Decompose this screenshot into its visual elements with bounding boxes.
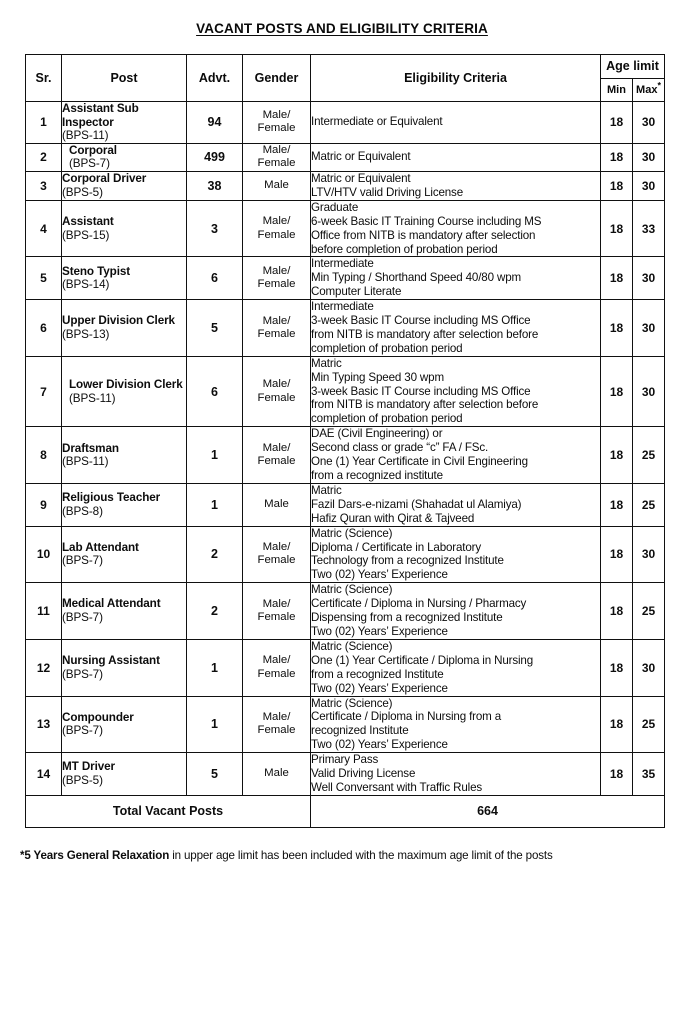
cell-age-min: 18 bbox=[601, 102, 633, 144]
eligibility-line: DAE (Civil Engineering) or bbox=[311, 427, 443, 441]
cell-eligibility bbox=[311, 143, 601, 171]
cell-age-min: 18 bbox=[601, 171, 633, 200]
post-bps-grade: (BPS-11) bbox=[62, 455, 109, 469]
cell-gender: Male/ Female bbox=[243, 300, 311, 357]
post-name: Upper Division Clerk bbox=[62, 314, 175, 328]
cell-gender: Male/ Female bbox=[243, 356, 311, 427]
eligibility-line: Fazil Dars-e-nizami (Shahadat ul Alamiya) bbox=[311, 497, 522, 511]
cell-age-min: 18 bbox=[601, 483, 633, 526]
cell-age-min: 18 bbox=[601, 257, 633, 300]
eligibility-line: Graduate bbox=[311, 200, 359, 214]
eligibility-line: from NITB is mandatory after selection before bbox=[311, 398, 539, 412]
table-footer bbox=[26, 795, 665, 827]
cell-age-max: 30 bbox=[633, 356, 665, 427]
cell-eligibility bbox=[311, 257, 601, 300]
cell-eligibility bbox=[311, 102, 601, 144]
eligibility-line: recognized Institute bbox=[311, 724, 409, 738]
cell-eligibility bbox=[311, 356, 601, 427]
cell-sr: 11 bbox=[26, 583, 62, 640]
eligibility-line: 6-week Basic IT Training Course including MS bbox=[311, 214, 542, 228]
eligibility-line: Certificate / Diploma in Nursing from a bbox=[311, 710, 502, 724]
eligibility-line: Matric or Equivalent bbox=[311, 150, 411, 164]
cell-eligibility bbox=[311, 639, 601, 696]
footnote bbox=[0, 848, 684, 863]
cell-sr: 13 bbox=[26, 696, 62, 753]
cell-age-max: 25 bbox=[633, 696, 665, 753]
table-row bbox=[26, 102, 665, 144]
column-header-eligibility: Eligibility Criteria bbox=[311, 55, 601, 102]
eligibility-line: LTV/HTV valid Driving License bbox=[311, 185, 464, 199]
cell-sr: 10 bbox=[26, 526, 62, 583]
cell-age-min: 18 bbox=[601, 753, 633, 796]
eligibility-line: Valid Driving License bbox=[311, 767, 416, 781]
cell-age-min: 18 bbox=[601, 200, 633, 257]
cell-post bbox=[62, 171, 187, 200]
cell-age-max: 30 bbox=[633, 526, 665, 583]
cell-gender: Male/ Female bbox=[243, 696, 311, 753]
cell-eligibility bbox=[311, 696, 601, 753]
eligibility-line: Matric (Science) bbox=[311, 696, 393, 710]
total-vacant-posts-value: 664 bbox=[311, 795, 665, 827]
eligibility-line: One (1) Year Certificate / Diploma in Nursing bbox=[311, 653, 534, 667]
cell-gender: Male/ Female bbox=[243, 257, 311, 300]
vacant-posts-table bbox=[25, 54, 665, 828]
cell-advt-count: 3 bbox=[187, 200, 243, 257]
cell-eligibility bbox=[311, 300, 601, 357]
column-header-age-max bbox=[633, 78, 665, 102]
table-row bbox=[26, 639, 665, 696]
cell-age-min: 18 bbox=[601, 143, 633, 171]
age-max-label: Max bbox=[636, 83, 658, 96]
cell-sr: 12 bbox=[26, 639, 62, 696]
column-header-age-limit: Age limit bbox=[601, 55, 665, 79]
eligibility-line: Two (02) Years’ Experience bbox=[311, 624, 448, 638]
footnote-rest-text: in upper age limit has been included with the maximum age limit of the posts bbox=[169, 848, 553, 862]
cell-post bbox=[62, 257, 187, 300]
post-name: Lab Attendant bbox=[62, 540, 139, 554]
column-header-advt: Advt. bbox=[187, 55, 243, 102]
header-row-primary bbox=[26, 55, 665, 79]
eligibility-line: completion of probation period bbox=[311, 341, 463, 355]
cell-post bbox=[62, 696, 187, 753]
eligibility-line: Matric (Science) bbox=[311, 526, 393, 540]
cell-eligibility bbox=[311, 483, 601, 526]
column-header-post: Post bbox=[62, 55, 187, 102]
cell-advt-count: 1 bbox=[187, 483, 243, 526]
cell-sr: 3 bbox=[26, 171, 62, 200]
total-vacant-posts-label: Total Vacant Posts bbox=[26, 795, 311, 827]
eligibility-line: Min Typing Speed 30 wpm bbox=[311, 370, 444, 384]
post-bps-grade: (BPS-14) bbox=[62, 278, 110, 292]
eligibility-line: Dispensing from a recognized Institute bbox=[311, 611, 503, 625]
cell-advt-count: 38 bbox=[187, 171, 243, 200]
post-bps-grade: (BPS-7) bbox=[62, 667, 103, 681]
cell-advt-count: 6 bbox=[187, 356, 243, 427]
cell-age-max: 30 bbox=[633, 257, 665, 300]
cell-age-max: 30 bbox=[633, 300, 665, 357]
column-header-sr: Sr. bbox=[26, 55, 62, 102]
cell-post bbox=[62, 200, 187, 257]
cell-age-max: 30 bbox=[633, 143, 665, 171]
cell-eligibility bbox=[311, 427, 601, 484]
total-row bbox=[26, 795, 665, 827]
cell-post bbox=[62, 102, 187, 144]
cell-post bbox=[62, 143, 187, 171]
cell-sr: 8 bbox=[26, 427, 62, 484]
cell-sr: 5 bbox=[26, 257, 62, 300]
post-name: Nursing Assistant bbox=[62, 654, 160, 668]
cell-advt-count: 2 bbox=[187, 526, 243, 583]
post-name: Medical Attendant bbox=[62, 597, 161, 611]
cell-post bbox=[62, 583, 187, 640]
cell-advt-count: 499 bbox=[187, 143, 243, 171]
eligibility-line: Hafiz Quran with Qirat & Tajveed bbox=[311, 511, 475, 525]
post-bps-grade: (BPS-11) bbox=[62, 129, 109, 143]
cell-post bbox=[62, 300, 187, 357]
table-row bbox=[26, 257, 665, 300]
eligibility-line: Primary Pass bbox=[311, 753, 379, 767]
eligibility-line: Technology from a recognized Institute bbox=[311, 554, 504, 568]
cell-gender: Male/ Female bbox=[243, 102, 311, 144]
cell-age-min: 18 bbox=[601, 526, 633, 583]
cell-gender: Male/ Female bbox=[243, 200, 311, 257]
cell-sr: 14 bbox=[26, 753, 62, 796]
post-name: Compounder bbox=[62, 710, 134, 724]
cell-eligibility bbox=[311, 526, 601, 583]
eligibility-line: Two (02) Years’ Experience bbox=[311, 568, 448, 582]
cell-advt-count: 1 bbox=[187, 696, 243, 753]
table-row bbox=[26, 526, 665, 583]
cell-age-min: 18 bbox=[601, 300, 633, 357]
post-bps-grade: (BPS-15) bbox=[62, 228, 110, 242]
eligibility-line: from NITB is mandatory after selection before bbox=[311, 327, 539, 341]
cell-sr: 6 bbox=[26, 300, 62, 357]
cell-advt-count: 1 bbox=[187, 427, 243, 484]
footnote-bold-text: *5 Years General Relaxation bbox=[20, 848, 170, 862]
cell-post bbox=[62, 753, 187, 796]
post-name: Lower Division Clerk bbox=[69, 377, 183, 391]
table-row bbox=[26, 583, 665, 640]
eligibility-line: from a recognized Institute bbox=[311, 667, 444, 681]
eligibility-line: Matric (Science) bbox=[311, 583, 393, 597]
post-bps-grade: (BPS-5) bbox=[62, 185, 103, 199]
page-title: VACANT POSTS AND ELIGIBILITY CRITERIA bbox=[196, 21, 488, 36]
cell-age-max: 25 bbox=[633, 583, 665, 640]
cell-eligibility bbox=[311, 753, 601, 796]
table-body bbox=[26, 102, 665, 796]
cell-post bbox=[62, 356, 187, 427]
eligibility-line: Matric or Equivalent bbox=[311, 171, 411, 185]
cell-sr: 9 bbox=[26, 483, 62, 526]
table-row bbox=[26, 696, 665, 753]
eligibility-line: from a recognized institute bbox=[311, 469, 443, 482]
asterisk-marker: * bbox=[657, 80, 661, 91]
column-header-age-min: Min bbox=[601, 78, 633, 102]
post-bps-grade: (BPS-7) bbox=[69, 157, 110, 171]
cell-sr: 1 bbox=[26, 102, 62, 144]
eligibility-line: Matric bbox=[311, 356, 342, 370]
eligibility-line: One (1) Year Certificate in Civil Engineering bbox=[311, 455, 528, 469]
cell-age-max: 33 bbox=[633, 200, 665, 257]
eligibility-line: Matric (Science) bbox=[311, 639, 393, 653]
eligibility-line: Intermediate bbox=[311, 300, 374, 314]
table-row bbox=[26, 300, 665, 357]
cell-age-max: 30 bbox=[633, 102, 665, 144]
eligibility-line: Diploma / Certificate in Laboratory bbox=[311, 540, 482, 554]
post-name: Religious Teacher bbox=[62, 491, 161, 505]
eligibility-line: before completion of probation period bbox=[311, 242, 498, 256]
eligibility-line: Two (02) Years’ Experience bbox=[311, 681, 448, 695]
cell-age-min: 18 bbox=[601, 583, 633, 640]
cell-advt-count: 2 bbox=[187, 583, 243, 640]
eligibility-line: 3-week Basic IT Course including MS Office bbox=[311, 384, 531, 398]
cell-advt-count: 5 bbox=[187, 300, 243, 357]
eligibility-line: Matric bbox=[311, 483, 342, 497]
table-row bbox=[26, 143, 665, 171]
table-header bbox=[26, 55, 665, 102]
post-name: Draftsman bbox=[62, 441, 119, 455]
table-row bbox=[26, 483, 665, 526]
eligibility-line: 3-week Basic IT Course including MS Office bbox=[311, 314, 531, 328]
cell-age-min: 18 bbox=[601, 356, 633, 427]
post-name: Assistant Sub Inspector bbox=[62, 102, 139, 129]
cell-eligibility bbox=[311, 583, 601, 640]
cell-age-max: 30 bbox=[633, 171, 665, 200]
post-bps-grade: (BPS-11) bbox=[69, 391, 116, 405]
eligibility-line: Two (02) Years’ Experience bbox=[311, 738, 448, 752]
eligibility-line: Office from NITB is mandatory after selection bbox=[311, 228, 536, 242]
table-row bbox=[26, 427, 665, 484]
post-bps-grade: (BPS-5) bbox=[62, 773, 103, 787]
cell-advt-count: 6 bbox=[187, 257, 243, 300]
cell-post bbox=[62, 427, 187, 484]
cell-eligibility bbox=[311, 171, 601, 200]
cell-gender: Male/ Female bbox=[243, 526, 311, 583]
post-bps-grade: (BPS-7) bbox=[62, 611, 103, 625]
cell-gender: Male/ Female bbox=[243, 143, 311, 171]
table-row bbox=[26, 356, 665, 427]
table-row bbox=[26, 171, 665, 200]
cell-gender: Male bbox=[243, 753, 311, 796]
cell-eligibility bbox=[311, 200, 601, 257]
cell-gender: Male/ Female bbox=[243, 639, 311, 696]
cell-post bbox=[62, 639, 187, 696]
cell-post bbox=[62, 526, 187, 583]
cell-age-min: 18 bbox=[601, 639, 633, 696]
table-container bbox=[0, 54, 684, 828]
cell-age-min: 18 bbox=[601, 427, 633, 484]
post-name: Steno Typist bbox=[62, 264, 131, 278]
cell-gender: Male/ Female bbox=[243, 583, 311, 640]
cell-advt-count: 1 bbox=[187, 639, 243, 696]
cell-gender: Male/ Female bbox=[243, 427, 311, 484]
post-name: Corporal bbox=[69, 143, 117, 157]
cell-age-max: 25 bbox=[633, 427, 665, 484]
table-row bbox=[26, 753, 665, 796]
cell-post bbox=[62, 483, 187, 526]
eligibility-line: completion of probation period bbox=[311, 412, 463, 426]
post-bps-grade: (BPS-7) bbox=[62, 554, 103, 568]
eligibility-line: Second class or grade “c” FA / FSc. bbox=[311, 441, 489, 455]
post-name: Corporal Driver bbox=[62, 172, 147, 186]
cell-age-min: 18 bbox=[601, 696, 633, 753]
eligibility-line: Well Conversant with Traffic Rules bbox=[311, 780, 483, 794]
eligibility-line: Min Typing / Shorthand Speed 40/80 wpm bbox=[311, 271, 521, 285]
cell-advt-count: 94 bbox=[187, 102, 243, 144]
cell-sr: 2 bbox=[26, 143, 62, 171]
table-row bbox=[26, 200, 665, 257]
eligibility-line: Certificate / Diploma in Nursing / Pharmacy bbox=[311, 597, 527, 611]
cell-sr: 4 bbox=[26, 200, 62, 257]
eligibility-line: Computer Literate bbox=[311, 285, 402, 299]
cell-age-max: 30 bbox=[633, 639, 665, 696]
cell-advt-count: 5 bbox=[187, 753, 243, 796]
cell-age-max: 25 bbox=[633, 483, 665, 526]
cell-sr: 7 bbox=[26, 356, 62, 427]
column-header-gender: Gender bbox=[243, 55, 311, 102]
cell-gender: Male bbox=[243, 483, 311, 526]
cell-gender: Male bbox=[243, 171, 311, 200]
post-bps-grade: (BPS-13) bbox=[62, 327, 110, 341]
eligibility-line: Intermediate bbox=[311, 257, 374, 271]
post-bps-grade: (BPS-7) bbox=[62, 724, 103, 738]
eligibility-line: Intermediate or Equivalent bbox=[311, 115, 443, 129]
post-name: MT Driver bbox=[62, 760, 116, 774]
post-bps-grade: (BPS-8) bbox=[62, 504, 103, 518]
post-name: Assistant bbox=[62, 215, 114, 228]
cell-age-max: 35 bbox=[633, 753, 665, 796]
